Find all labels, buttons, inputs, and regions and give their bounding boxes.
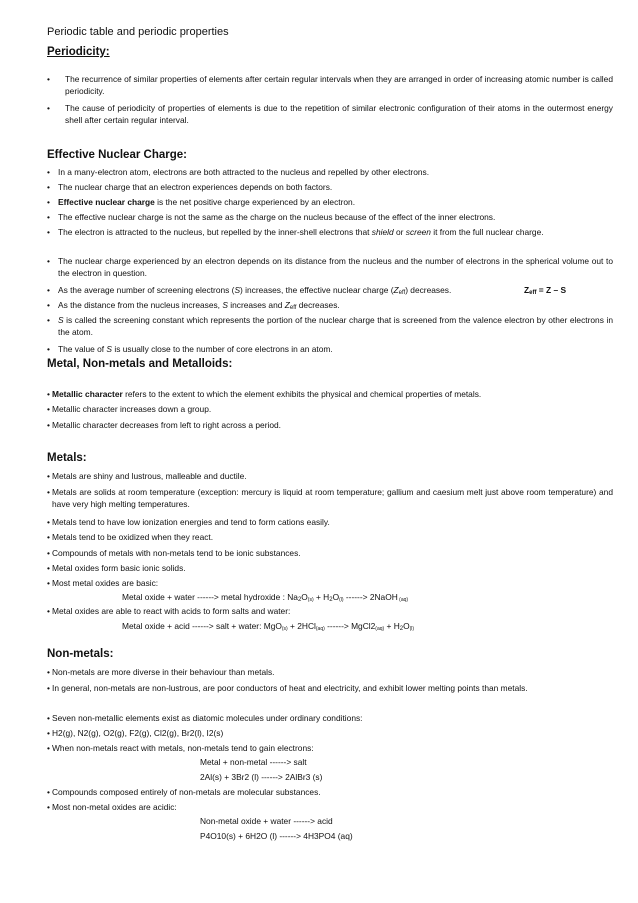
list-item: • When non-metals react with metals, non-metals tend to gain electrons: bbox=[47, 743, 314, 753]
list-item: • Metallic character increases down a group. bbox=[47, 404, 212, 414]
list-item: • As the distance from the nucleus increases, S increases and Zeff decreases. bbox=[47, 300, 340, 311]
list-item: • Non-metals are more diverse in their behaviour than metals. bbox=[47, 667, 275, 677]
list-item: • As the average number of screening electrons (S) increases, the effective nuclear charge (Zeff) decreases. bbox=[47, 285, 452, 296]
list-item: • Metal oxides are able to react with acids to form salts and water: bbox=[47, 606, 291, 616]
section-heading-metals: Metals: bbox=[47, 452, 87, 464]
list-item: • Metallic character refers to the extent to which the element exhibits the physical and chemical properties of metals. bbox=[47, 389, 482, 399]
equation-metal-nonmetal-salt: Metal + non-metal ------> salt bbox=[200, 757, 307, 767]
list-item: • S is called the screening constant which represents the portion of the nuclear charge that is screened from the valence electron by other electrons in the atom. bbox=[47, 315, 613, 338]
list-item: • The effective nuclear charge is not the same as the charge on the nucleus because of the effect of the inner electrons. bbox=[47, 212, 496, 222]
list-item: • Effective nuclear charge is the net positive charge experienced by an electron. bbox=[47, 197, 356, 207]
list-item: • Metals are solids at room temperature (exception: mercury is liquid at room temperature; gallium and caesium melt just above room temperature) and have very high melting temperatures. bbox=[47, 487, 613, 510]
list-item: • Metal oxides form basic ionic solids. bbox=[47, 563, 186, 573]
list-item: • The cause of periodicity of properties of elements is due to the repetition of similar electronic configuration of their atoms in the outermost energy shell after certain regular interval. bbox=[47, 103, 613, 126]
list-item: • In general, non-metals are non-lustrous, are poor conductors of heat and electricity, and exhibit lower melting points than metals. bbox=[47, 683, 528, 693]
list-item: • Metals tend to have low ionization energies and tend to form cations easily. bbox=[47, 517, 330, 527]
list-item: • Metals tend to be oxidized when they react. bbox=[47, 532, 214, 542]
list-item: • Seven non-metallic elements exist as diatomic molecules under ordinary conditions: bbox=[47, 713, 363, 723]
list-item: • Metals are shiny and lustrous, malleable and ductile. bbox=[47, 471, 247, 481]
list-item: • Compounds of metals with non-metals tend to be ionic substances. bbox=[47, 548, 301, 558]
section-heading-periodicity: Periodicity: bbox=[47, 46, 110, 58]
section-heading-effective-nuclear-charge: Effective Nuclear Charge: bbox=[47, 149, 187, 161]
equation-phosphoric-acid: P4O10(s) + 6H2O (l) ------> 4H3PO4 (aq) bbox=[200, 831, 353, 841]
equation-aluminium-bromide: 2Al(s) + 3Br2 (l) ------> 2AlBr3 (s) bbox=[200, 772, 323, 782]
list-item: • Compounds composed entirely of non-metals are molecular substances. bbox=[47, 787, 321, 797]
list-item: • Most metal oxides are basic: bbox=[47, 578, 159, 588]
list-item: • In a many-electron atom, electrons are both attracted to the nucleus and repelled by other electrons. bbox=[47, 167, 430, 177]
list-item: • H2(g), N2(g), O2(g), F2(g), Cl2(g), Br2(l), I2(s) bbox=[47, 728, 224, 738]
section-heading-nonmetals: Non-metals: bbox=[47, 648, 114, 660]
list-item: • The value of S is usually close to the number of core electrons in an atom. bbox=[47, 344, 333, 354]
section-heading-metal-nonmetals-metalloids: Metal, Non-metals and Metalloids: bbox=[47, 358, 233, 370]
equation-metal-oxide-water: Metal oxide + water ------> metal hydroxide : $Na2O_{(s)} + H2O_{(l)}$ ------> 2NaOH $_{(aq)}$ bbox=[122, 592, 409, 603]
equation-nonmetal-oxide-acid: Non-metal oxide + water ------> acid bbox=[200, 816, 333, 826]
list-item: • Most non-metal oxides are acidic: bbox=[47, 802, 177, 812]
list-item: • The electron is attracted to the nucleus, but repelled by the inner-shell electrons that shield or screen it from the full nuclear charge. bbox=[47, 227, 544, 237]
equation-metal-oxide-acid: Metal oxide + acid ------> salt + water: MgO$_{(s)}$ + 2HCl$_{(aq)}$ ------> $MgCl2_{(aq)} + H2O_{(l)}$ bbox=[122, 621, 415, 632]
formula-effective-nuclear-charge: Zeff = Z – S bbox=[524, 285, 567, 296]
page-title: Periodic table and periodic properties bbox=[47, 26, 229, 38]
list-item: • Metallic character decreases from left to right across a period. bbox=[47, 420, 282, 430]
list-item: • The nuclear charge that an electron experiences depends on both factors. bbox=[47, 182, 333, 192]
list-item: • The nuclear charge experienced by an electron depends on its distance from the nucleus and the number of electrons in the spherical volume out to the electron in question. bbox=[47, 256, 613, 279]
list-item: • The recurrence of similar properties of elements after certain regular intervals when they are arranged in order of increasing atomic number is called periodicity. bbox=[47, 74, 613, 97]
